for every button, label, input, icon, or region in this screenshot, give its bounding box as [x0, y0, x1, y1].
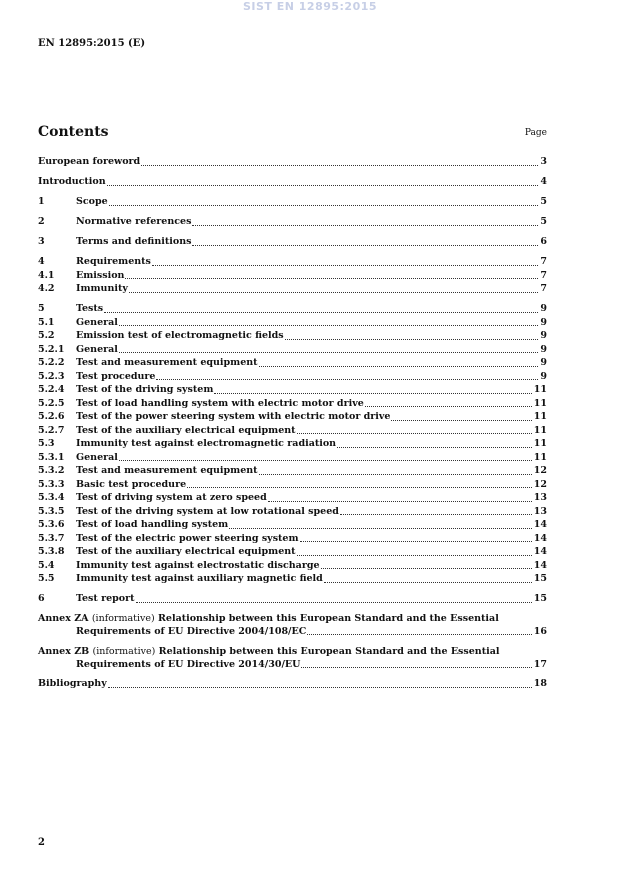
- toc-entry-title: Test of the power steering system with electric motor drive: [76, 411, 391, 422]
- toc-entry[interactable]: [38, 478, 547, 492]
- annex-title-line1: Relationship between this European Standard and the Essential: [158, 645, 500, 657]
- toc-entry-page: 3: [540, 156, 547, 167]
- document-id: EN 12895:2015 (E): [38, 38, 146, 49]
- toc-entry-page: 17: [533, 658, 547, 670]
- toc-dot-leader: [365, 403, 532, 407]
- toc-entry-number: 5: [38, 303, 45, 314]
- toc-entry-title: Requirements: [76, 256, 151, 267]
- toc-dot-leader: [108, 684, 532, 688]
- toc-entry-title: General: [76, 343, 118, 355]
- toc-entry-title: Test of the auxiliary electrical equipment: [76, 546, 296, 557]
- toc-entry-page: 15: [533, 593, 547, 604]
- toc-entry-number: 5.3.1: [38, 451, 65, 463]
- toc-entry[interactable]: [38, 505, 547, 519]
- toc-entry[interactable]: [38, 545, 547, 559]
- toc-entry-page: 15: [533, 573, 547, 584]
- toc-entry-page: 14: [533, 532, 547, 544]
- toc-entry-title: Test of driving system at zero speed: [76, 492, 267, 503]
- toc-dot-leader: [324, 579, 532, 583]
- toc-entry-number: 5.2.3: [38, 370, 65, 382]
- toc-entry[interactable]: [38, 316, 547, 330]
- toc-dot-leader: [107, 182, 539, 186]
- toc-entry-page: 9: [540, 330, 547, 341]
- toc-dot-leader: [259, 471, 532, 475]
- toc-entry-number: 5.4: [38, 559, 55, 571]
- toc-entry-page: 18: [533, 678, 547, 689]
- toc-dot-leader: [301, 664, 531, 668]
- toc-dot-leader: [297, 552, 532, 556]
- toc-dot-leader: [109, 202, 539, 206]
- table-of-contents: [38, 155, 547, 691]
- toc-entry-page: 9: [540, 357, 547, 368]
- toc-entry-page: 14: [533, 519, 547, 530]
- toc-entry[interactable]: [38, 410, 547, 424]
- toc-dot-leader: [259, 363, 539, 367]
- toc-entry[interactable]: [38, 343, 547, 357]
- toc-entry-number: 5.3.5: [38, 505, 65, 517]
- toc-entry[interactable]: [38, 464, 547, 478]
- toc-entry-title: Introduction: [38, 176, 106, 187]
- toc-entry-number: 4.2: [38, 283, 55, 294]
- toc-dot-leader: [141, 162, 538, 166]
- toc-entry-number: 5.3.3: [38, 478, 65, 490]
- toc-entry-number: 4.1: [38, 269, 55, 281]
- toc-entry-title: Test report: [76, 593, 135, 604]
- toc-dot-leader: [337, 444, 532, 448]
- toc-entry-number: 5.2: [38, 330, 55, 341]
- toc-entry-title: General: [76, 316, 118, 328]
- toc-entry[interactable]: [38, 397, 547, 411]
- toc-entry-number: 5.2.5: [38, 397, 65, 409]
- toc-entry-number: 5.1: [38, 316, 55, 328]
- toc-entry[interactable]: [38, 329, 547, 343]
- toc-entry-title: European foreword: [38, 156, 141, 167]
- toc-entry-number: 5.3.4: [38, 492, 65, 503]
- toc-entry-page: 13: [533, 505, 547, 517]
- toc-entry[interactable]: [38, 677, 547, 691]
- toc-entry-title: Normative references: [76, 216, 192, 227]
- toc-dot-leader: [340, 511, 532, 515]
- toc-entry[interactable]: [38, 383, 547, 397]
- toc-entry-page: 11: [533, 438, 547, 449]
- toc-entry[interactable]: [38, 592, 547, 606]
- toc-dot-leader: [119, 322, 538, 326]
- toc-entry-number: 5.2.7: [38, 424, 65, 436]
- toc-entry[interactable]: [38, 215, 547, 229]
- toc-dot-leader: [187, 484, 532, 488]
- toc-entry-page: 7: [540, 283, 547, 294]
- toc-entry-title: Emission: [76, 269, 125, 281]
- toc-dot-leader: [119, 457, 532, 461]
- toc-entry-page: 11: [533, 451, 547, 463]
- toc-dot-leader: [125, 275, 538, 279]
- toc-entry[interactable]: [38, 302, 547, 316]
- toc-entry-page: 12: [533, 478, 547, 490]
- toc-entry[interactable]: [38, 195, 547, 209]
- toc-entry-title: Test of the driving system at low rotational speed: [76, 505, 339, 517]
- toc-annex-entry[interactable]: [38, 645, 547, 671]
- toc-entry-title: Bibliography: [38, 678, 107, 689]
- toc-entry-title: Immunity test against auxiliary magnetic field: [76, 573, 323, 584]
- toc-entry-page: 11: [533, 384, 547, 395]
- toc-entry[interactable]: [38, 559, 547, 573]
- toc-entry[interactable]: [38, 424, 547, 438]
- toc-entry-number: 5.3.2: [38, 465, 65, 476]
- toc-annex-entry[interactable]: [38, 612, 547, 638]
- toc-entry[interactable]: [38, 175, 547, 189]
- toc-entry-page: 7: [540, 256, 547, 267]
- toc-entry-title: Test and measurement equipment: [76, 357, 258, 368]
- toc-entry-title: Emission test of electromagnetic fields: [76, 330, 284, 341]
- toc-entry-title: Test and measurement equipment: [76, 465, 258, 476]
- toc-dot-leader: [321, 565, 532, 569]
- toc-dot-leader: [268, 498, 532, 502]
- toc-entry[interactable]: [38, 437, 547, 451]
- toc-entry-number: 5.2.4: [38, 384, 65, 395]
- toc-entry[interactable]: [38, 491, 547, 505]
- annex-title-line2: Requirements of EU Directive 2004/108/EC: [76, 626, 307, 637]
- toc-entry-number: 5.3.8: [38, 546, 65, 557]
- annex-title-line1: Relationship between this European Standard and the Essential: [158, 613, 499, 624]
- toc-entry-number: 3: [38, 236, 45, 247]
- toc-entry-page: 11: [533, 424, 547, 436]
- toc-dot-leader: [214, 390, 531, 394]
- page-column-label: Page: [524, 128, 547, 138]
- toc-entry-title: Test of load handling system: [76, 519, 229, 530]
- toc-entry[interactable]: [38, 451, 547, 465]
- annex-label: Annex ZA: [38, 613, 89, 624]
- toc-entry[interactable]: [38, 518, 547, 532]
- page-number: 2: [38, 837, 45, 848]
- toc-entry[interactable]: [38, 532, 547, 546]
- toc-entry-number: 5.3.7: [38, 532, 65, 544]
- toc-entry-title: Immunity test against electrostatic discharge: [76, 559, 320, 571]
- toc-dot-leader: [300, 538, 532, 542]
- toc-entry-page: 5: [540, 216, 547, 227]
- toc-entry-page: 11: [533, 397, 547, 409]
- toc-entry-number: 5.2.2: [38, 357, 65, 368]
- toc-entry[interactable]: [38, 235, 547, 249]
- toc-entry-title: Terms and definitions: [76, 236, 192, 247]
- toc-entry-page: 7: [540, 269, 547, 281]
- toc-dot-leader: [192, 242, 538, 246]
- toc-entry-page: 14: [533, 546, 547, 557]
- toc-entry-title: Immunity test against electromagnetic radiation: [76, 438, 337, 449]
- toc-dot-leader: [192, 222, 538, 226]
- toc-entry[interactable]: [38, 370, 547, 384]
- toc-entry-title: Test of the electric power steering system: [76, 532, 299, 544]
- toc-entry-page: 13: [533, 492, 547, 503]
- toc-entry-title: Test procedure: [76, 370, 156, 382]
- toc-entry[interactable]: [38, 282, 547, 296]
- toc-entry[interactable]: [38, 269, 547, 283]
- toc-entry-title: Test of load handling system with electric motor drive: [76, 397, 364, 409]
- toc-entry-page: 12: [533, 465, 547, 476]
- toc-entry[interactable]: [38, 356, 547, 370]
- toc-entry-number: 5.5: [38, 573, 55, 584]
- toc-entry-page: 14: [533, 559, 547, 571]
- toc-entry-number: 6: [38, 593, 45, 604]
- toc-dot-leader: [307, 631, 531, 635]
- toc-dot-leader: [119, 349, 538, 353]
- toc-dot-leader: [104, 309, 538, 313]
- toc-entry-page: 9: [540, 316, 547, 328]
- toc-entry-title: Test of the driving system: [76, 384, 214, 395]
- toc-entry-number: 5.3.6: [38, 519, 65, 530]
- toc-entry-title: Immunity: [76, 283, 128, 294]
- toc-dot-leader: [297, 430, 532, 434]
- watermark: SIST EN 12895:2015: [242, 0, 378, 13]
- toc-entry-title: Tests: [76, 303, 104, 314]
- toc-entry-number: 1: [38, 196, 45, 207]
- toc-dot-leader: [229, 525, 532, 529]
- toc-entry-number: 5.2.1: [38, 343, 65, 355]
- toc-entry[interactable]: [38, 155, 547, 169]
- toc-entry-page: 4: [540, 176, 547, 187]
- contents-heading: Contents: [38, 124, 109, 140]
- toc-dot-leader: [285, 336, 539, 340]
- annex-label: Annex ZB: [38, 645, 90, 657]
- toc-entry-number: 5.3: [38, 438, 55, 449]
- toc-entry-page: 9: [540, 370, 547, 382]
- annex-title-line2: Requirements of EU Directive 2014/30/EU: [76, 658, 301, 670]
- toc-entry-page: 5: [540, 196, 547, 207]
- toc-entry-page: 9: [540, 303, 547, 314]
- toc-entry-page: 16: [533, 626, 547, 637]
- toc-entry-title: General: [76, 451, 118, 463]
- toc-entry-title: Scope: [76, 196, 108, 207]
- toc-dot-leader: [129, 289, 538, 293]
- toc-entry[interactable]: [38, 255, 547, 269]
- toc-dot-leader: [156, 376, 538, 380]
- annex-type: (informative): [91, 613, 155, 624]
- toc-entry-number: 2: [38, 216, 45, 227]
- toc-entry[interactable]: [38, 572, 547, 586]
- toc-entry-page: 9: [540, 343, 547, 355]
- annex-type: (informative): [92, 645, 156, 657]
- toc-entry-title: Basic test procedure: [76, 478, 187, 490]
- toc-entry-page: 11: [533, 411, 547, 422]
- toc-entry-title: Test of the auxiliary electrical equipment: [76, 424, 296, 436]
- toc-dot-leader: [152, 262, 538, 266]
- toc-entry-number: 5.2.6: [38, 411, 65, 422]
- toc-entry-page: 6: [540, 236, 547, 247]
- toc-dot-leader: [136, 599, 532, 603]
- toc-entry-number: 4: [38, 256, 45, 267]
- toc-dot-leader: [391, 417, 531, 421]
